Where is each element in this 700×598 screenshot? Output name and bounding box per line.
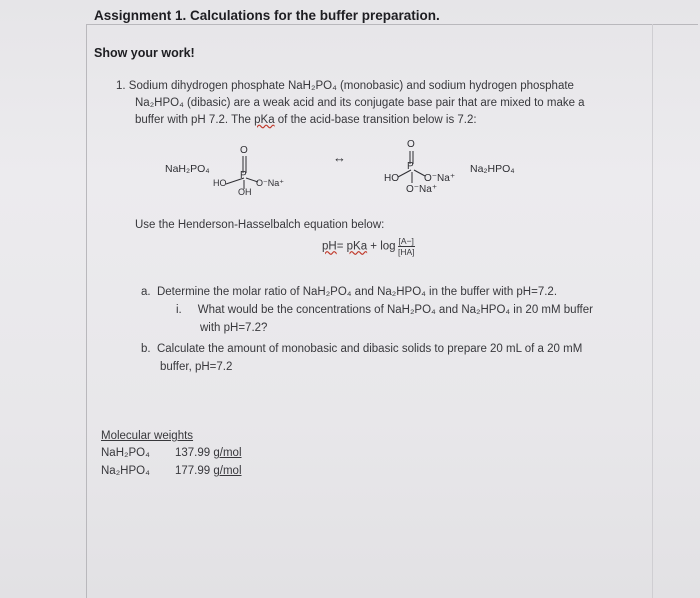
right-oxygen-top: O	[407, 139, 415, 150]
eq-ph: pH	[322, 240, 337, 253]
show-work-heading: Show your work!	[94, 46, 195, 60]
part-i-text-1: What would be the concentrations of NaH₂PO₄ and Na₂HPO₄ in 20 mM buffer	[197, 304, 593, 316]
right-ona-2: O⁻Na⁺	[406, 184, 438, 195]
right-ona-1: O⁻Na⁺	[424, 173, 456, 184]
question-1-line-1: 1. Sodium dihydrogen phosphate NaH₂PO₄ (monobasic) and sodium hydrogen phosphate	[116, 80, 574, 92]
eq-equals: =	[336, 240, 347, 253]
mw-value-1-number: 137.99	[175, 447, 214, 459]
part-a-text: Determine the molar ratio of NaH₂PO₄ and Na₂HPO₄ in the buffer with pH=7.2.	[156, 286, 558, 298]
henderson-hasselbalch-equation	[322, 236, 415, 257]
mw-value-1	[175, 447, 242, 459]
right-ho: HO	[384, 173, 399, 184]
mw-compound-1: NaH₂PO₄	[101, 447, 150, 459]
left-oh: OH	[238, 187, 252, 197]
left-ona: O⁻Na⁺	[256, 178, 285, 188]
mw-value-2-number: 177.99	[175, 465, 214, 477]
line-3-before: buffer with pH 7.2. The	[135, 114, 255, 126]
part-b-marker: b.	[141, 343, 151, 355]
part-a-marker: a.	[141, 286, 151, 298]
equilibrium-arrow: ↔	[333, 150, 346, 165]
left-ho: HO	[213, 178, 227, 188]
left-phosphorus: P	[240, 170, 247, 181]
pka-term: pKa	[254, 114, 275, 126]
line-3-after: of the acid-base transition below is 7.2:	[274, 114, 477, 126]
eq-pka: pKa	[346, 240, 368, 253]
part-b-text-2: buffer, pH=7.2	[160, 361, 233, 373]
part-a	[141, 286, 557, 298]
right-compound-label: Na₂HPO₄	[470, 163, 515, 175]
mw-value-2	[175, 465, 242, 477]
mw-value-1-unit: g/mol	[213, 447, 242, 459]
eq-denominator: [HA]	[397, 247, 415, 257]
part-b-text-1: Calculate the amount of monobasic and dibasic solids to prepare 20 mL of a 20 mM	[156, 343, 583, 355]
mw-value-2-unit: g/mol	[213, 465, 242, 477]
left-oxygen-top: O	[240, 145, 248, 156]
henderson-hasselbalch-intro: Use the Henderson-Hasselbalch equation below:	[135, 219, 385, 231]
part-i	[176, 304, 593, 316]
left-compound-label: NaH₂PO₄	[165, 163, 210, 175]
eq-log: + log	[367, 240, 396, 253]
eq-fraction	[398, 236, 415, 257]
part-i-marker: i.	[176, 304, 182, 316]
right-phosphorus: P	[407, 161, 414, 172]
question-1-line-2: Na₂HPO₄ (dibasic) are a weak acid and its conjugate base pair that are mixed to make a	[135, 97, 585, 109]
mw-compound-2: Na₂HPO₄	[101, 465, 150, 477]
molecular-weights-heading: Molecular weights	[101, 430, 194, 442]
part-i-text-2: with pH=7.2?	[200, 322, 268, 334]
assignment-title: Assignment 1. Calculations for the buffer preparation.	[94, 8, 440, 23]
part-b	[141, 343, 582, 355]
eq-numerator: [A−]	[398, 236, 414, 246]
